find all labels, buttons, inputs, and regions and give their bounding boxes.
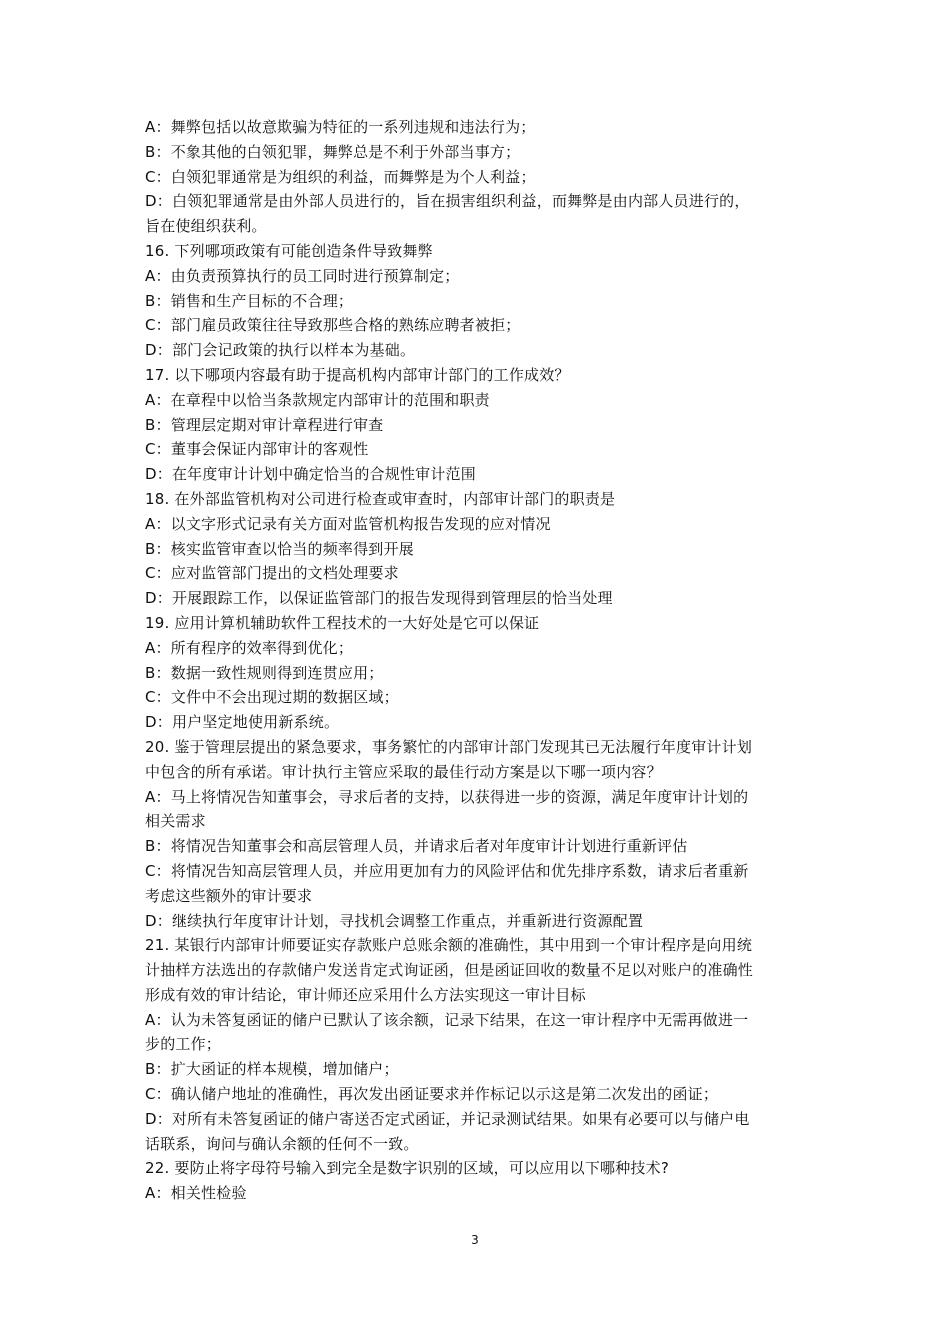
- text-line: A：认为未答复函证的储户已默认了该余额，记录下结果，在这一审计程序中无需再做进一: [145, 1010, 749, 1029]
- text-line: B：销售和生产目标的不合理；: [145, 291, 354, 310]
- text-line: 步的工作；: [145, 1035, 222, 1054]
- text-line: C：董事会保证内部审计的客观性: [145, 440, 369, 459]
- text-line: D：在年度审计计划中确定恰当的合规性审计范围: [145, 465, 476, 484]
- text-line: B：将情况告知董事会和高层管理人员，并请求后者对年度审计计划进行重新评估: [145, 837, 688, 856]
- text-line: C：将情况告知高层管理人员，并应用更加有力的风险评估和优先排序系数，请求后者重新: [145, 861, 749, 880]
- text-line: A：在章程中以恰当条款规定内部审计的范围和职责: [145, 390, 490, 409]
- text-line: A：马上将情况告知董事会，寻求后者的支持，以获得进一步的资源，满足年度审计计划的: [145, 787, 749, 806]
- text-line: B：不象其他的白领犯罪，舞弊总是不利于外部当事方；: [145, 142, 521, 161]
- text-line: 话联系，询问与确认余额的任何不一致。: [145, 1134, 419, 1153]
- text-line: A：由负责预算执行的员工同时进行预算制定；: [145, 266, 460, 285]
- text-line: A：以文字形式记录有关方面对监管机构报告发现的应对情况: [145, 514, 551, 533]
- text-line: C：应对监管部门提出的文档处理要求: [145, 564, 399, 583]
- text-line: D：开展跟踪工作，以保证监管部门的报告发现得到管理层的恰当处理: [145, 589, 613, 608]
- text-line: D：对所有未答复函证的储户寄送否定式函证，并记录测试结果。如果有必要可以与储户电: [145, 1109, 750, 1128]
- text-line: C：白领犯罪通常是为组织的利益，而舞弊是为个人利益；: [145, 167, 536, 186]
- page-body: [145, 115, 810, 1206]
- text-line: C：文件中不会出现过期的数据区域；: [145, 688, 399, 707]
- text-line: 相关需求: [145, 812, 206, 831]
- text-line: 22. 要防止将字母符号输入到完全是数字识别的区域，可以应用以下哪种技术?: [145, 1159, 669, 1178]
- text-line: 中包含的所有承诺。审计执行主管应采取的最佳行动方案是以下哪一项内容？: [145, 762, 662, 781]
- text-line: B：核实监管审查以恰当的频率得到开展: [145, 539, 414, 558]
- text-line: 17. 以下哪项内容最有助于提高机构内部审计部门的工作成效？: [145, 365, 570, 384]
- text-line: C：部门雇员政策往往导致那些合格的熟练应聘者被拒；: [145, 316, 521, 335]
- text-line: D：白领犯罪通常是由外部人员进行的，旨在损害组织利益，而舞弊是由内部人员进行的，: [145, 192, 750, 211]
- text-line: A：舞弊包括以故意欺骗为特征的一系列违规和违法行为；: [145, 118, 536, 136]
- text-line: 考虑这些额外的审计要求: [145, 886, 313, 905]
- text-line: 16. 下列哪项政策有可能创造条件导致舞弊: [145, 241, 433, 260]
- text-line: D：部门会记政策的执行以样本为基础。: [145, 341, 416, 360]
- text-line: B：管理层定期对审计章程进行审查: [145, 415, 384, 434]
- text-line: D：继续执行年度审计计划，寻找机会调整工作重点，并重新进行资源配置: [145, 911, 644, 930]
- text-line: 18. 在外部监管机构对公司进行检查或审查时，内部审计部门的职责是: [145, 489, 616, 508]
- text-line: D：用户坚定地使用新系统。: [145, 713, 340, 732]
- text-line: C：确认储户地址的准确性，再次发出函证要求并作标记以示这是第二次发出的函证；: [145, 1085, 719, 1104]
- text-line: A：相关性检验: [145, 1184, 247, 1203]
- text-line: B：数据一致性规则得到连贯应用；: [145, 663, 384, 682]
- text-line: 19. 应用计算机辅助软件工程技术的一大好处是它可以保证: [145, 613, 540, 632]
- text-line: 计抽样方法选出的存款储户发送肯定式询证函，但是函证回收的数量不足以对账户的准确性: [145, 961, 754, 980]
- text-line: 旨在使组织获利。: [145, 217, 267, 236]
- text-line: 21. 某银行内部审计师要证实存款账户总账余额的准确性，其中用到一个审计程序是向用统: [145, 936, 753, 955]
- text-line: 20. 鉴于管理层提出的紧急要求，事务繁忙的内部审计部门发现其已无法履行年度审计计划: [145, 737, 753, 756]
- page-number: 3: [471, 1233, 479, 1247]
- text-line: B：扩大函证的样本规模，增加储户；: [145, 1060, 399, 1079]
- text-line: A：所有程序的效率得到优化；: [145, 638, 354, 657]
- text-line: 形成有效的审计结论，审计师还应采用什么方法实现这一审计目标: [145, 985, 586, 1004]
